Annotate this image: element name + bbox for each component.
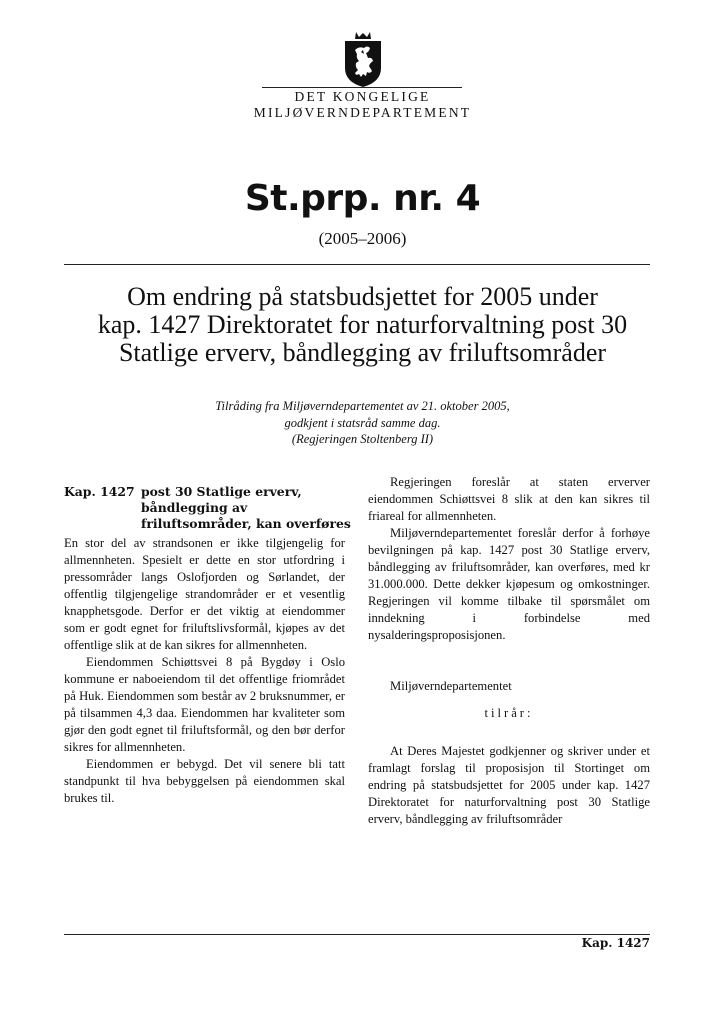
chapter-number: Kap. 1427: [64, 484, 135, 499]
ministry-divider: [262, 87, 462, 88]
right-column: [368, 474, 650, 828]
recommendation-line: Tilråding fra Miljøverndepartementet av 21. oktober 2005,: [215, 399, 510, 413]
recommends-label: tilrår:: [484, 706, 534, 720]
recommendation-note: [140, 398, 585, 448]
subject-line: Statlige erverv, båndlegging av friluftsområder: [118, 338, 607, 367]
subject-title: [40, 283, 685, 367]
paragraph: Eiendommen er bebygd. Det vil senere bli tatt standpunkt til hva bebyggelsen på eiendommen skal brukes til.: [64, 757, 345, 805]
coat-of-arms-lion-icon: [339, 30, 387, 88]
closing-paragraph: At Deres Majestet godkjenner og skriver under et framlagt forslag til proposisjon til Stortinget om endring på statsbudsjettet for 2005 under kap. 1427 Direktoratet for naturforvaltning post 30 Statlige erverv, båndlegging av friluftsområder: [368, 744, 650, 826]
recommendation-line: godkjent i statsråd samme dag.: [284, 415, 441, 430]
document-title: St.prp. nr. 4: [244, 178, 481, 219]
ministry-signoff: Miljøverndepartementet: [390, 679, 512, 693]
subject-line: kap. 1427 Direktoratet for naturforvaltning post 30: [97, 310, 628, 339]
subject-line: Om endring på statsbudsjettet for 2005 under: [127, 282, 598, 311]
recommendation-line: (Regjeringen Stoltenberg II): [291, 432, 434, 446]
paragraph: Eiendommen Schiøttsvei 8 på Bygdøy i Oslo kommune er naboeiendom til det offentlige friområdet på Huk. Eiendommen som består av 2 bruksnummer, er på tilsammen 4,3 daa. Eiendommen har kvaliteter som gjør den godt egnet til friluftsformål, og den bør derfor sikres for allmennheten.: [64, 655, 345, 754]
paragraph: En stor del av strandsonen er ikke tilgjengelig for allmennheten. Spesielt er dette en stor utfordring i pressområder langs Oslofjorden og Sørlandet, der offentlig tilgjengelige strandområder er et vesentlig knapphetsgode. Derfor er det viktig at eiendommer som er godt egnet for friluftslivsformål, kjøpes av det offentlige slik at de kan sikres for allmennheten.: [64, 536, 345, 652]
footer-divider: [64, 934, 650, 935]
left-column: [64, 535, 345, 807]
ministry-name-line2: MILJØVERNDEPARTEMENT: [253, 105, 472, 120]
footer-chapter-ref: Kap. 1427: [581, 936, 650, 950]
ministry-name-line1: DET KONGELIGE: [294, 89, 431, 104]
document-year: (2005–2006): [318, 229, 407, 248]
title-divider: [64, 264, 650, 265]
paragraph: Miljøverndepartementet foreslår derfor å forhøye bevilgningen på kap. 1427 post 30 Statlige erverv, båndlegging av friluftsområder, kan overføres, med kr 31.000.000. Dette dekker kjøpesum og omkostninger. Regjeringen vil komme tilbake til spørsmålet om inndekning i forbindelse med nysalderingsproposisjonen.: [368, 526, 650, 642]
chapter-title: post 30 Statlige erverv, båndlegging av friluftsområder, kan overføres: [141, 484, 351, 531]
paragraph: Regjeringen foreslår at staten erverver eiendommen Schiøttsvei 8 slik at den kan sikres til friareal for allmennheten.: [368, 475, 650, 523]
